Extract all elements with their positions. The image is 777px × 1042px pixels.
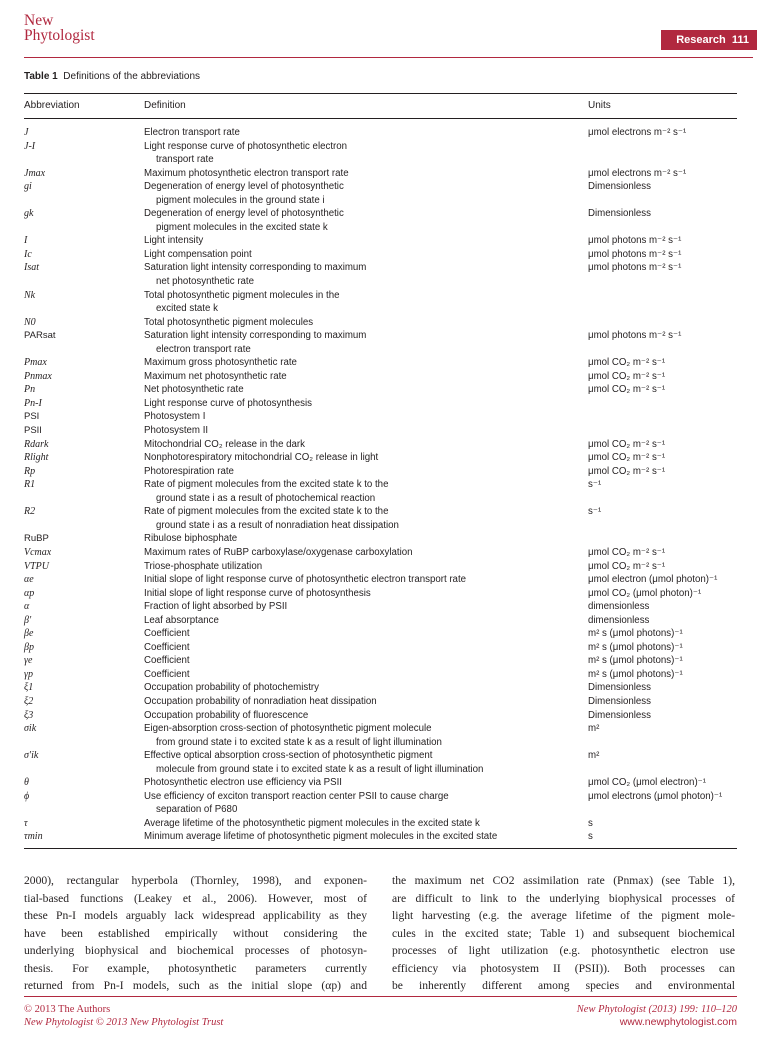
table-label: Table 1 — [24, 71, 58, 82]
definition-line: Occupation probability of photochemistry — [144, 682, 320, 694]
abbreviation-cell: Pnmax — [24, 370, 52, 382]
section-tag — [661, 30, 757, 50]
units-cell: μmol photons m⁻² s⁻¹ — [588, 262, 682, 274]
definition-line: pigment molecules in the ground state i — [156, 194, 325, 206]
definition-cell — [144, 505, 588, 532]
body-text-line: be inherently different among species and environmental — [392, 979, 735, 992]
table-row — [24, 451, 737, 465]
definition-cell — [144, 654, 588, 668]
table-row — [24, 614, 737, 628]
abbreviation-cell: ξ2 — [24, 695, 34, 707]
abbreviation-cell: Rdark — [24, 438, 49, 450]
definition-cell — [144, 329, 588, 356]
abbreviation-cell: Rlight — [24, 452, 49, 464]
table-row — [24, 668, 737, 682]
abbreviation-cell: αp — [24, 587, 35, 599]
definition-line: Maximum net photosynthetic rate — [144, 370, 287, 382]
body-text-line: underlying biophysical and biochemical processes of photosyn- — [24, 944, 367, 957]
table-row — [24, 560, 737, 574]
units-cell: μmol photons m⁻² s⁻¹ — [588, 248, 682, 260]
abbreviation-cell: VTPU — [24, 560, 49, 572]
definition-cell — [144, 465, 588, 479]
abbreviation-cell: γp — [24, 668, 33, 680]
units-cell: dimensionless — [588, 601, 650, 613]
abbreviation-cell: J — [24, 127, 29, 138]
definition-line: Occupation probability of nonradiation heat dissipation — [144, 695, 377, 707]
definition-cell — [144, 587, 588, 601]
units-cell: μmol electron (μmol photon)⁻¹ — [588, 574, 718, 586]
table-row — [24, 587, 737, 601]
definition-line: Light compensation point — [144, 248, 252, 260]
definition-line: Nonphotorespiratory mitochondrial CO₂ release in light — [144, 452, 379, 464]
table-row — [24, 356, 737, 370]
units-cell: μmol CO₂ m⁻² s⁻¹ — [588, 546, 666, 558]
definition-line: Maximum gross photosynthetic rate — [144, 357, 297, 369]
table-row — [24, 830, 737, 844]
definition-cell — [144, 140, 588, 167]
body-text-line: cules in the excited state; Table 1) and subsequent biochemical — [392, 926, 735, 940]
table-row — [24, 180, 737, 207]
table-row — [24, 289, 737, 316]
definition-cell — [144, 600, 588, 614]
body-text-line: light harvesting (e.g. the average lifetime of the pigment mole- — [392, 909, 735, 922]
definition-line: Total photosynthetic pigment molecules in the — [144, 289, 340, 301]
definition-line: Coefficient — [144, 628, 190, 640]
definition-line: Light intensity — [144, 235, 204, 247]
definition-cell — [144, 370, 588, 384]
definition-cell — [144, 126, 588, 140]
definition-line: Eigen-absorption cross-section of photosynthetic pigment molecule — [144, 723, 432, 735]
abbreviation-cell: gk — [24, 208, 34, 220]
definition-cell — [144, 532, 588, 546]
definition-cell — [144, 424, 588, 438]
table-bottom-rule — [24, 848, 737, 849]
abbreviation-cell: N0 — [24, 316, 36, 328]
table-row — [24, 261, 737, 288]
definition-line: net photosynthetic rate — [156, 276, 255, 288]
definition-cell — [144, 248, 588, 262]
units-cell: μmol CO₂ (μmol electron)⁻¹ — [588, 777, 707, 789]
table-row — [24, 370, 737, 384]
definition-line: Maximum rates of RuBP carboxylase/oxygenase carboxylation — [144, 546, 413, 558]
table-row — [24, 546, 737, 560]
units-cell: μmol CO₂ m⁻² s⁻¹ — [588, 438, 666, 450]
units-cell: Dimensionless — [588, 682, 651, 694]
units-cell — [588, 410, 737, 424]
table-row — [24, 627, 737, 641]
section-label: Research — [676, 34, 726, 46]
units-cell — [588, 140, 737, 167]
abbreviation-cell: PARsat — [24, 330, 56, 342]
body-text-line: returned from Pn-I models, such as the initial slope (αp) and — [24, 979, 367, 992]
definition-line: Light response curve of photosynthesis — [144, 397, 313, 409]
table-row — [24, 817, 737, 831]
definition-line: Photosynthetic electron use efficiency via PSII — [144, 777, 342, 789]
units-cell: μmol CO₂ m⁻² s⁻¹ — [588, 384, 666, 396]
units-cell: μmol CO₂ m⁻² s⁻¹ — [588, 452, 666, 464]
table-row — [24, 709, 737, 723]
table-row — [24, 505, 737, 532]
definition-cell — [144, 451, 588, 465]
definition-line: ground state i as a result of photochemical reaction — [156, 492, 376, 504]
abbreviation-cell: gi — [24, 181, 32, 193]
abbreviation-cell: ϕ — [24, 790, 30, 802]
definition-line: Photosystem I — [144, 411, 206, 423]
definition-line: Degeneration of energy level of photosynthetic — [144, 181, 344, 193]
journal-logo-line1: New — [24, 12, 54, 29]
definition-line: molecule from ground state i to excited state k as a result of light illumination — [156, 763, 484, 775]
abbreviation-cell: τmin — [24, 831, 43, 843]
abbreviation-cell: Ic — [24, 248, 32, 260]
definition-line: Coefficient — [144, 641, 190, 653]
column-header-units: Units — [588, 100, 611, 111]
definition-cell — [144, 356, 588, 370]
units-cell — [588, 532, 737, 546]
units-cell: dimensionless — [588, 614, 650, 626]
definition-cell — [144, 749, 588, 776]
body-text-line: the maximum net CO2 assimilation rate (Pnmax) (see Table 1), — [392, 874, 735, 887]
definition-cell — [144, 180, 588, 207]
units-cell — [588, 316, 737, 330]
definition-line: transport rate — [156, 154, 214, 166]
table-row — [24, 654, 737, 668]
abbreviation-cell: ξ3 — [24, 709, 34, 721]
definition-line: Electron transport rate — [144, 127, 240, 138]
abbreviation-cell: β′ — [24, 614, 32, 626]
units-cell: μmol CO₂ m⁻² s⁻¹ — [588, 370, 666, 382]
footer-rule — [24, 996, 737, 997]
units-cell: m² — [588, 750, 600, 762]
abbreviation-cell: Pn-I — [24, 397, 42, 409]
abbreviation-cell: Nk — [24, 289, 36, 301]
body-column-left — [24, 872, 367, 995]
definition-cell — [144, 167, 588, 181]
copyright-journal: New Phytologist © 2013 New Phytologist Trust — [24, 1017, 224, 1028]
body-text-line: tial-based functions (Leakey et al., 2006). However, most of — [24, 891, 367, 905]
table-title: Definitions of the abbreviations — [63, 71, 201, 82]
abbreviation-cell: σ′ik — [24, 750, 39, 762]
table-row — [24, 248, 737, 262]
column-header-definition: Definition — [144, 100, 186, 111]
units-cell: m² s (μmol photons)⁻¹ — [588, 641, 683, 653]
abbreviation-cell: J-I — [24, 140, 36, 152]
table-top-rule — [24, 93, 737, 94]
definition-line: separation of P680 — [156, 804, 238, 816]
definition-cell — [144, 234, 588, 248]
definition-cell — [144, 830, 588, 844]
definition-line: Triose-phosphate utilization — [144, 560, 263, 572]
definition-line: Mitochondrial CO₂ release in the dark — [144, 438, 305, 450]
units-cell: s⁻¹ — [588, 479, 602, 491]
definition-line: Maximum photosynthetic electron transport rate — [144, 167, 349, 179]
table-row — [24, 438, 737, 452]
abbreviation-cell: γe — [24, 655, 33, 667]
definition-line: pigment molecules in the excited state k — [156, 221, 328, 233]
units-cell: μmol CO₂ m⁻² s⁻¹ — [588, 465, 666, 477]
table-row — [24, 681, 737, 695]
definition-line: from ground state i to excited state k as a result of light illumination — [156, 736, 442, 748]
abbreviation-cell: Rp — [24, 465, 36, 477]
definition-cell — [144, 546, 588, 560]
body-text-line: thesis. For example, photosynthetic parameters currently — [24, 961, 367, 975]
body-column-right — [392, 872, 735, 995]
journal-logo-line2: Phytologist — [24, 27, 95, 44]
definition-line: Rate of pigment molecules from the excited state k to the — [144, 479, 389, 491]
definition-cell — [144, 722, 588, 749]
definition-cell — [144, 560, 588, 574]
footer-copyright — [24, 1003, 223, 1029]
definition-line: Photosystem II — [144, 425, 209, 437]
footer-citation — [577, 1003, 737, 1029]
abbreviation-cell: αe — [24, 574, 34, 586]
definition-line: Photorespiration rate — [144, 465, 234, 477]
definition-line: Total photosynthetic pigment molecules — [144, 316, 314, 328]
definition-line: Use efficiency of exciton transport reaction center PSII to cause charge — [144, 790, 449, 802]
abbreviation-cell: Isat — [24, 262, 39, 274]
abbreviation-cell: Pn — [24, 384, 36, 396]
definition-cell — [144, 641, 588, 655]
definition-cell — [144, 289, 588, 316]
definition-cell — [144, 410, 588, 424]
definition-line: ground state i as a result of nonradiation heat dissipation — [156, 519, 399, 531]
units-cell: μmol CO₂ m⁻² s⁻¹ — [588, 357, 666, 369]
table-row — [24, 316, 737, 330]
table-row — [24, 695, 737, 709]
units-cell: μmol electrons m⁻² s⁻¹ — [588, 127, 687, 138]
units-cell: m² — [588, 723, 600, 735]
units-cell: μmol CO₂ m⁻² s⁻¹ — [588, 560, 666, 572]
units-cell: m² s (μmol photons)⁻¹ — [588, 668, 683, 680]
definition-line: excited state k — [156, 303, 218, 315]
units-cell — [588, 289, 737, 316]
table-row — [24, 424, 737, 438]
units-cell: Dimensionless — [588, 695, 651, 707]
table-row — [24, 532, 737, 546]
abbreviation-cell: σik — [24, 723, 37, 735]
table-body — [24, 126, 737, 844]
definition-line: Ribulose biphosphate — [144, 533, 238, 545]
units-cell: s — [588, 831, 593, 843]
abbreviation-cell: α — [24, 601, 30, 613]
units-cell: m² s (μmol photons)⁻¹ — [588, 628, 683, 640]
table-row — [24, 749, 737, 776]
definition-cell — [144, 776, 588, 790]
definition-line: electron transport rate — [156, 343, 251, 355]
column-header-abbreviation: Abbreviation — [24, 100, 80, 111]
units-cell: Dimensionless — [588, 208, 651, 220]
definition-cell — [144, 573, 588, 587]
table-row — [24, 397, 737, 411]
abbreviation-cell: RuBP — [24, 533, 49, 545]
definition-cell — [144, 438, 588, 452]
units-cell: Dimensionless — [588, 709, 651, 721]
abbreviation-cell: PSII — [24, 425, 42, 437]
table-row — [24, 465, 737, 479]
abbreviation-cell: Vcmax — [24, 546, 52, 558]
definition-line: Net photosynthetic rate — [144, 384, 244, 396]
definition-line: Fraction of light absorbed by PSII — [144, 601, 288, 613]
table-caption — [24, 71, 200, 82]
units-cell: m² s (μmol photons)⁻¹ — [588, 655, 683, 667]
abbreviation-cell: βe — [24, 628, 34, 640]
table-row — [24, 410, 737, 424]
table-row — [24, 207, 737, 234]
definition-cell — [144, 695, 588, 709]
definition-line: Degeneration of energy level of photosynthetic — [144, 208, 344, 220]
definition-cell — [144, 207, 588, 234]
table-row — [24, 329, 737, 356]
abbreviation-cell: τ — [24, 817, 28, 829]
definition-line: Average lifetime of the photosynthetic pigment molecules in the excited state k — [144, 817, 480, 829]
units-cell: μmol electrons m⁻² s⁻¹ — [588, 167, 687, 179]
units-cell: s⁻¹ — [588, 506, 602, 518]
definition-line: Occupation probability of fluorescence — [144, 709, 309, 721]
table-row — [24, 573, 737, 587]
table-row — [24, 383, 737, 397]
body-text-line: these Pn-I models arguably lack widespread applicability as they — [24, 909, 367, 922]
body-text-line: are difficult to link to the underlying biophysical processes of — [392, 891, 735, 905]
table-row — [24, 140, 737, 167]
body-text-line: efficiency via photosystem II (PSII)). Both processes can — [392, 961, 735, 975]
header-rule — [24, 57, 753, 58]
units-cell: μmol photons m⁻² s⁻¹ — [588, 330, 682, 342]
definition-line: Effective optical absorption cross-section of photosynthetic pigment — [144, 750, 433, 762]
abbreviation-cell: PSI — [24, 411, 40, 423]
body-text-line: have been established empirically without considering the — [24, 926, 367, 940]
table-header-rule — [24, 118, 737, 119]
table-row — [24, 234, 737, 248]
definition-cell — [144, 709, 588, 723]
table-row — [24, 167, 737, 181]
definition-cell — [144, 478, 588, 505]
units-cell — [588, 424, 737, 438]
definition-cell — [144, 383, 588, 397]
journal-logo — [24, 13, 95, 43]
definition-cell — [144, 790, 588, 817]
units-cell: s — [588, 817, 593, 829]
abbreviation-cell: βp — [24, 641, 34, 653]
abbreviation-cell: R1 — [24, 479, 36, 491]
table-row — [24, 776, 737, 790]
definition-cell — [144, 627, 588, 641]
definition-cell — [144, 261, 588, 288]
definition-cell — [144, 614, 588, 628]
definition-line: Minimum average lifetime of photosynthetic pigment molecules in the excited state — [144, 831, 498, 843]
definition-line: Light response curve of photosynthetic electron — [144, 140, 348, 152]
abbreviation-cell: I — [24, 235, 28, 247]
journal-url[interactable]: www.newphytologist.com — [619, 1016, 737, 1028]
definition-line: Coefficient — [144, 668, 190, 680]
body-text-line: processes of light utilization (e.g. photosynthetic electron use — [392, 944, 735, 957]
abbreviation-cell: θ — [24, 777, 29, 789]
copyright-authors: © 2013 The Authors — [24, 1004, 111, 1015]
table-row — [24, 790, 737, 817]
units-cell: μmol CO₂ (μmol photon)⁻¹ — [588, 587, 702, 599]
body-text-line: 2000), rectangular hyperbola (Thornley, 1998), and exponen- — [24, 874, 367, 887]
definition-line: Leaf absorptance — [144, 614, 219, 626]
units-cell: μmol electrons (μmol photon)⁻¹ — [588, 790, 723, 802]
definition-line: Initial slope of light response curve of photosynthetic electron transport rate — [144, 574, 467, 586]
page-number: 111 — [731, 34, 749, 46]
table-row — [24, 641, 737, 655]
definition-line: Saturation light intensity corresponding to maximum — [144, 262, 367, 274]
definition-line: Initial slope of light response curve of photosynthesis — [144, 587, 371, 599]
table-row — [24, 126, 737, 140]
table-row — [24, 600, 737, 614]
definition-line: Rate of pigment molecules from the excited state k to the — [144, 506, 389, 518]
units-cell: Dimensionless — [588, 181, 651, 193]
table-row — [24, 478, 737, 505]
definition-cell — [144, 681, 588, 695]
definition-cell — [144, 316, 588, 330]
definition-line: Coefficient — [144, 655, 190, 667]
definition-cell — [144, 817, 588, 831]
abbreviation-cell: Jmax — [24, 167, 46, 179]
definition-cell — [144, 668, 588, 682]
citation-text: New Phytologist (2013) 199: 110–120 — [576, 1004, 737, 1015]
abbreviation-cell: R2 — [24, 506, 36, 518]
definition-line: Saturation light intensity corresponding to maximum — [144, 330, 367, 342]
abbreviation-cell: Pmax — [24, 357, 47, 369]
units-cell — [588, 397, 737, 411]
table-row — [24, 722, 737, 749]
definition-cell — [144, 397, 588, 411]
units-cell: μmol photons m⁻² s⁻¹ — [588, 235, 682, 247]
abbreviation-cell: ξ1 — [24, 682, 34, 694]
